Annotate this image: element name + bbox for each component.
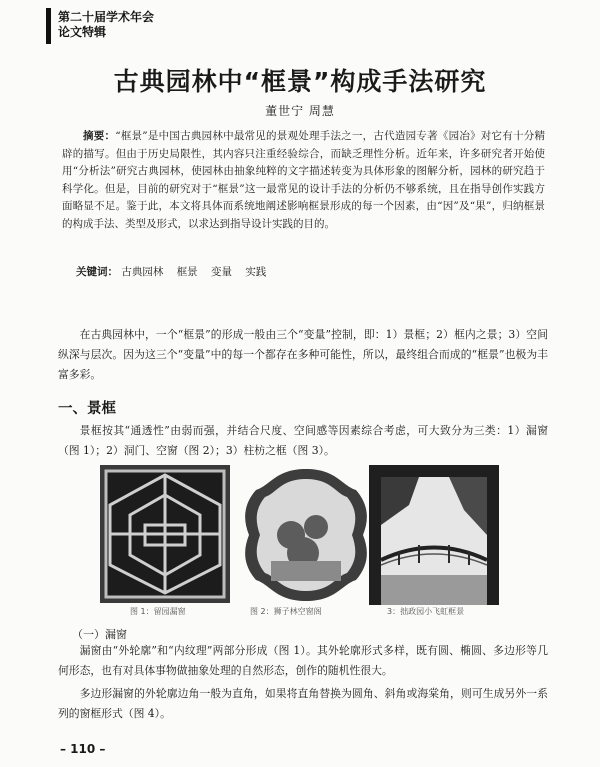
abstract-text: “框景”是中国古典园林中最常见的景观处理手法之一，古代造园专著《园冶》对它有十分精辟的描写。但由于历史局限性，其内容只注重经验综合，而缺乏理性分析。近年来，许多研究者开始使用“分析法”研究古典园林，使园林由抽象纯粹的文字描述转变为具体形象的图解分析，园林的研究趋于科学化。但是，目前的研究对于“框景”这一最常见的设计手法的分析仍不够系统，且在指导创作实践方面略显不足。鉴于此，本文将具体而系统地阐述影响框景形成的每一个因素，由“因”及“果”，归纳框景的构成手法、类型及形式，以求达到指导设计实践的目的。 [62,130,546,230]
figure-ornamental-window [241,465,371,605]
figure-caption: 图 2：狮子林空窗阁 [250,607,322,616]
subsection-paragraph: 多边形漏窗的外轮廓边角一般为直角，如果将直角替换为圆角、斜角或海棠角，则可生成另外一系列的窗框形式（图 4）。 [58,687,548,720]
keywords-label: 关键词： [76,266,118,278]
figure-lattice-window [100,465,230,603]
figure-caption: 3：拙政园小飞虹框景 [387,607,465,616]
conference-label: 第二十届学术年会 [58,10,155,24]
keywords [76,264,276,279]
issue-label: 论文特辑 [58,25,107,39]
paper-authors: 董世宁 周慧 [265,104,335,118]
figure-caption: 图 1：留园漏窗 [130,607,186,616]
intro-paragraph: 在古典园林中，一个“框景”的形成一般由三个“变量”控制，即：1）景框；2）框内之景；3）空间纵深与层次。因为这三个“变量”中的每一个都存在多种可能性，所以，最终组合而成的“框景”也极为丰富多彩。 [58,328,548,381]
section-paragraph: 景框按其“通透性”由弱而强，并结合尺度、空间感等因素综合考虑，可大致分为三类：1）漏窗（图 1）；2）洞门、空窗（图 2）；3）柱枋之框（图 3）。 [58,424,548,457]
subsection-paragraph: 漏窗由“外轮廓”和“内纹理”两部分形成（图 1）。其外轮廓形式多样，既有圆、椭圆、多边形等几何形态，也有对具体事物做抽象处理的自然形态，创作的随机性很大。 [58,644,548,677]
keyword: 实践 [245,266,267,278]
paper-title: 古典园林中“框景”构成手法研究 [113,67,487,96]
figure-bridge-view [369,465,499,605]
abstract-label: 摘要： [83,130,116,142]
page-number: – 110 – [60,742,106,756]
abstract [62,128,545,234]
section-heading: 一、景框 [58,401,116,417]
keyword: 框景 [176,266,198,278]
keyword: 变量 [211,266,233,278]
header-bar [46,8,51,44]
subsection-heading: （一）漏窗 [72,628,127,641]
keyword: 古典园林 [121,266,164,278]
